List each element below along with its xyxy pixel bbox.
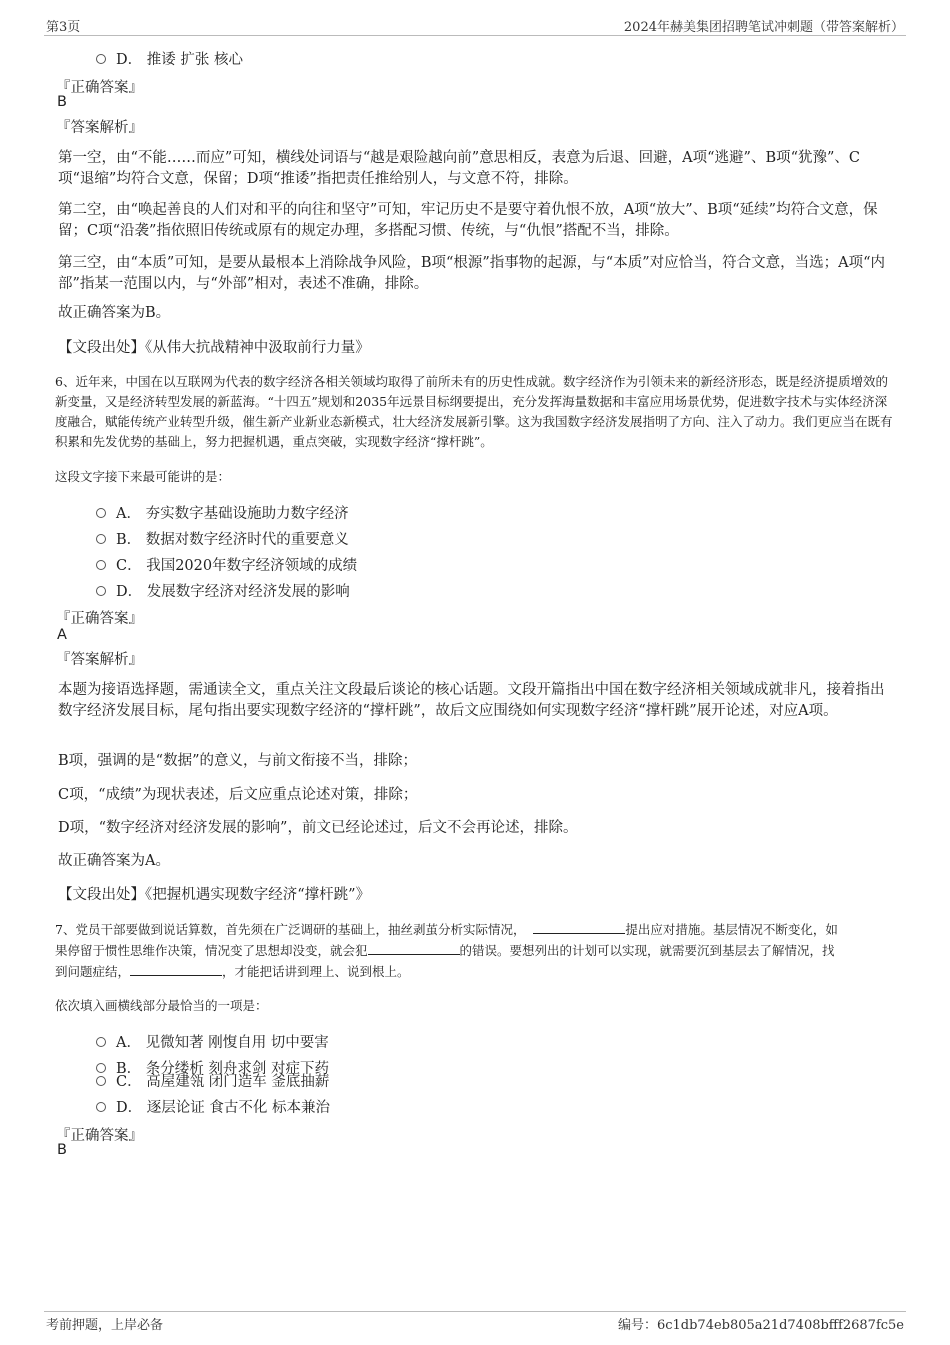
q7-answer: B (57, 1142, 67, 1158)
q6-option-b[interactable]: B． 数据对数字经济时代的重要意义 (96, 528, 349, 549)
q5-option-d[interactable]: D． 推诿 扩张 核心 (96, 48, 243, 69)
q6-source: 【文段出处】《把握机遇实现数字经济“撑杆跳”》 (58, 887, 371, 903)
q5-analysis-label: 『答案解析』 (56, 120, 143, 136)
q7-option-d[interactable]: D． 逐层论证 食古不化 标本兼治 (96, 1096, 330, 1117)
radio-icon[interactable] (96, 1102, 106, 1112)
q6-stem: 6、近年来，中国在以互联网为代表的数字经济各相关领域均取得了前所未有的历史性成就。数字经济作为引领未来的新经济形态，既是经济提质增效的新变量，又是经济转型发展的新蓝海。“十四五”规划和2035年远景目标纲要提出，充分发挥海量数据和丰富应用场景优势，促进数字技术与实体经济深度融合，赋能传统产业转型升级，催生新产业新业态新模式，壮大经济发展新引擎。这为我国数字经济发展指明了方向、注入了动力。我们更应当在既有积累和先发优势的基础上，努力把握机遇，重点突破，实现数字经济“撑杆跳”。 (55, 374, 893, 449)
q7-answer-label: 『正确答案』 (56, 1128, 143, 1144)
radio-icon[interactable] (96, 1076, 106, 1086)
radio-icon[interactable] (96, 508, 106, 518)
radio-icon[interactable] (96, 534, 106, 544)
q6-analysis-d: D项，“数字经济对经济发展的影响”，前文已经论述过，后文不会再论述，排除。 (58, 820, 578, 836)
q7-option-c[interactable]: C． 高屋建瓴 闭门造车 釜底抽薪 (96, 1070, 329, 1091)
document-id: 编号：6c1db74eb805a21d7408bfff2687fc5e (617, 1318, 904, 1333)
q7-stem-line1: 7、党员干部要做到说话算数，首先须在广泛调研的基础上，抽丝剥茧分析实际情况， 提出应对措施。基层情况不断变化，如 (55, 922, 838, 937)
radio-icon[interactable] (96, 586, 106, 596)
q6-option-c[interactable]: C． 我国2020年数字经济领域的成绩 (96, 554, 357, 575)
radio-icon[interactable] (96, 1037, 106, 1047)
q7-stem-line2: 果停留于惯性思维作决策，情况变了思想却没变，就会犯 的错误。要想列出的计划可以实现，就需要沉到基层去了解情况，找 (55, 943, 835, 958)
q6-analysis-b: B项，强调的是“数据”的意义，与前文衔接不当，排除； (58, 753, 417, 769)
header-rule (44, 35, 906, 36)
q5-source: 【文段出处】《从伟大抗战精神中汲取前行力量》 (58, 340, 370, 356)
fill-blank-3[interactable] (130, 962, 222, 976)
radio-icon[interactable] (96, 54, 106, 64)
radio-icon[interactable] (96, 560, 106, 570)
footer-slogan: 考前押题，上岸必备 (46, 1318, 164, 1333)
q6-answer-label: 『正确答案』 (56, 611, 143, 627)
q7-option-a[interactable]: A． 见微知著 刚愎自用 切中要害 (96, 1031, 329, 1052)
page-number: 第3页 (46, 20, 81, 35)
q5-analysis-p2: 第二空，由“唤起善良的人们对和平的向往和坚守”可知，牢记历史不是要守着仇恨不放，A项“放大”、B项“延续”均符合文意，保留；C项“沿袭”指依照旧传统或原有的规定办理，多搭配习惯、传统，与“仇恨”搭配不当，排除。 (58, 202, 878, 239)
q6-analysis-label: 『答案解析』 (56, 652, 143, 668)
q5-analysis-p1: 第一空，由“不能……而应”可知，横线处词语与“越是艰险越向前”意思相反，表意为后退、回避，A项“逃避”、B项“犹豫”、C项“退缩”均符合文意，保留；D项“推诿”指把责任推给别人，与文意不符，排除。 (58, 150, 861, 187)
q6-conclusion: 故正确答案为A。 (58, 853, 170, 869)
q6-answer: A (57, 627, 67, 643)
q6-analysis-p1: 本题为接语选择题，需通读全文，重点关注文段最后谈论的核心话题。文段开篇指出中国在数字经济相关领域成就非凡，接着指出数字经济发展目标，尾句指出要实现数字经济的“撑杆跳”，故后文应围绕如何实现数字经济“撑杆跳”展开论述，对应A项。 (58, 682, 885, 719)
footer-rule (44, 1311, 906, 1312)
q5-analysis-p3: 第三空，由“本质”可知，是要从最根本上消除战争风险，B项“根源”指事物的起源，与“本质”对应恰当，符合文意，当选；A项“内部”指某一范围以内，与“外部”相对，表述不准确，排除。 (58, 255, 886, 292)
fill-blank-1[interactable] (533, 920, 625, 934)
q6-option-a[interactable]: A． 夯实数字基础设施助力数字经济 (96, 502, 349, 523)
q6-question: 这段文字接下来最可能讲的是： (55, 469, 231, 484)
q7-question: 依次填入画横线部分最恰当的一项是： (55, 998, 268, 1013)
q5-conclusion: 故正确答案为B。 (58, 305, 171, 321)
q6-analysis-c: C项，“成绩”为现状表述，后文应重点论述对策，排除； (58, 787, 418, 803)
q7-option-b[interactable]: B． 条分缕析 刻舟求剑 对症下药 (96, 1057, 329, 1078)
document-title: 2024年赫美集团招聘笔试冲刺题（带答案解析） (623, 20, 904, 35)
q7-stem-line3: 到问题症结， ，才能把话讲到理上、说到根上。 (55, 964, 410, 979)
q5-answer-label: 『正确答案』 (56, 80, 143, 96)
q6-option-d[interactable]: D． 发展数字经济对经济发展的影响 (96, 580, 350, 601)
fill-blank-2[interactable] (368, 941, 460, 955)
q5-answer: B (57, 94, 67, 110)
